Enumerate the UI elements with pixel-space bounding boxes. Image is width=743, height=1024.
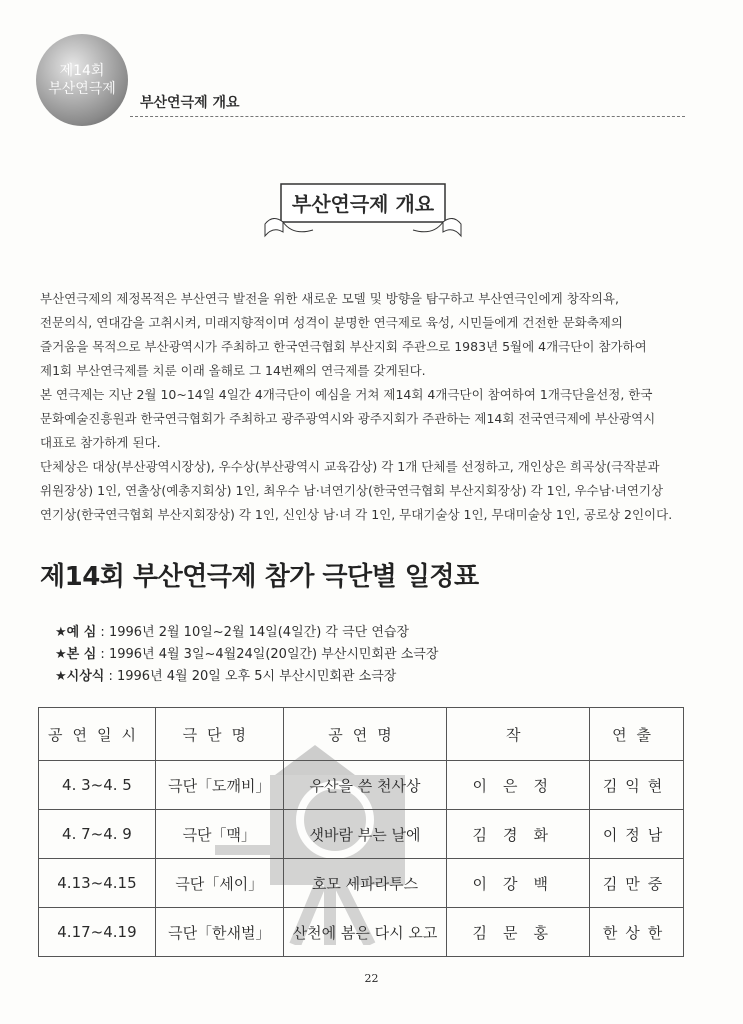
festival-badge — [36, 34, 128, 126]
banner-title: 부산연극제 개요 — [291, 192, 435, 216]
text-line: 본 연극제는 지난 2월 10~14일 4일간 4개극단이 예심을 거쳐 제14회 4개극단이 참여하여 1개극단을선정, 한국 — [40, 387, 653, 402]
table-cell: 김익현 — [590, 761, 684, 810]
table-row — [39, 810, 684, 859]
schedule-text: : 1996년 4월 3일~4월24일(20일간) 부산시민회관 소극장 — [96, 647, 439, 662]
table-cell: 김만중 — [590, 859, 684, 908]
table-cell: 4.17~4.19 — [39, 908, 156, 957]
overview-paragraph — [40, 287, 700, 527]
table-cell: 극단「한새벌」 — [155, 908, 283, 957]
schedule-title: 제14회 부산연극제 참가 극단별 일정표 — [40, 562, 479, 592]
table-cell: 4. 3~4. 5 — [39, 761, 156, 810]
table-cell: 한상한 — [590, 908, 684, 957]
badge-line-2: 부산연극제 — [48, 81, 116, 97]
header-divider — [130, 116, 685, 117]
table-header-row — [39, 708, 684, 761]
schedule-item — [55, 644, 438, 666]
table-row — [39, 761, 684, 810]
table-cell: 김문홍 — [447, 908, 590, 957]
text-line: 문화예술진흥원과 한국연극협회가 주최하고 광주광역시와 광주지회가 주관하는 제14회 전국연극제에 부산광역시 — [40, 411, 656, 426]
schedule-label: ★시상식 — [55, 669, 105, 684]
schedule-item — [55, 622, 438, 644]
text-line: 위원장상) 1인, 연출상(예총지회상) 1인, 최우수 남·녀연기상(한국연극협회 부산지회장상) 각 1인, 우수남·녀연기상 — [40, 483, 664, 498]
table-cell: 우산을 쓴 천사상 — [283, 761, 447, 810]
header-cell: 공연일시 — [39, 708, 156, 761]
text-line: 전문의식, 연대감을 고취시켜, 미래지향적이며 성격이 분명한 연극제로 육성, 시민들에게 건전한 문화축제의 — [40, 315, 623, 330]
header-cell: 연출 — [590, 708, 684, 761]
badge-line-1: 제14회 — [59, 63, 105, 79]
table-row — [39, 908, 684, 957]
table-cell: 이정남 — [590, 810, 684, 859]
schedule-text: : 1996년 2월 10일~2월 14일(4일간) 각 극단 연습장 — [96, 625, 410, 640]
table-row — [39, 859, 684, 908]
schedule-item — [55, 666, 438, 688]
table-cell: 극단「세이」 — [155, 859, 283, 908]
table-cell: 4. 7~4. 9 — [39, 810, 156, 859]
section-title: 부산연극제 개요 — [140, 95, 240, 111]
header-cell: 작 — [447, 708, 590, 761]
text-line: 대표로 참가하게 된다. — [40, 435, 161, 450]
text-line: 부산연극제의 제정목적은 부산연극 발전을 위한 새로운 모델 및 방향을 탐구하고 부산연극인에게 창작의욕, — [40, 291, 619, 306]
table-cell: 4.13~4.15 — [39, 859, 156, 908]
schedule-list — [55, 622, 438, 688]
table-cell: 극단「도깨비」 — [155, 761, 283, 810]
text-line: 즐거움을 목적으로 부산광역시가 주최하고 한국연극협회 부산지회 주관으로 1983년 5월에 4개극단이 참가하여 — [40, 339, 647, 354]
table-cell: 샛바람 부는 날에 — [283, 810, 447, 859]
header-cell: 극단명 — [155, 708, 283, 761]
table-cell: 극단「맥」 — [155, 810, 283, 859]
schedule-table — [38, 707, 684, 957]
header-cell: 공연명 — [283, 708, 447, 761]
table-cell: 이은정 — [447, 761, 590, 810]
text-line: 제1회 부산연극제를 치룬 이래 올해로 그 14번째의 연극제를 갖게된다. — [40, 363, 426, 378]
schedule-label: ★예 심 — [55, 625, 97, 640]
page-number: 22 — [364, 972, 379, 985]
schedule-text: : 1996년 4월 20일 오후 5시 부산시민회관 소극장 — [104, 669, 397, 684]
text-line: 연기상(한국연극협회 부산지회장상) 각 1인, 신인상 남·녀 각 1인, 무대기술상 1인, 무대미술상 1인, 공로상 2인이다. — [40, 507, 673, 522]
text-line: 단체상은 대상(부산광역시장상), 우수상(부산광역시 교육감상) 각 1개 단체를 선정하고, 개인상은 희곡상(극작분과 — [40, 459, 660, 474]
table-cell: 산천에 봄은 다시 오고 — [283, 908, 447, 957]
table-cell: 김경화 — [447, 810, 590, 859]
table-cell: 이강백 — [447, 859, 590, 908]
table-cell: 호모 세파라투스 — [283, 859, 447, 908]
schedule-label: ★본 심 — [55, 647, 97, 662]
